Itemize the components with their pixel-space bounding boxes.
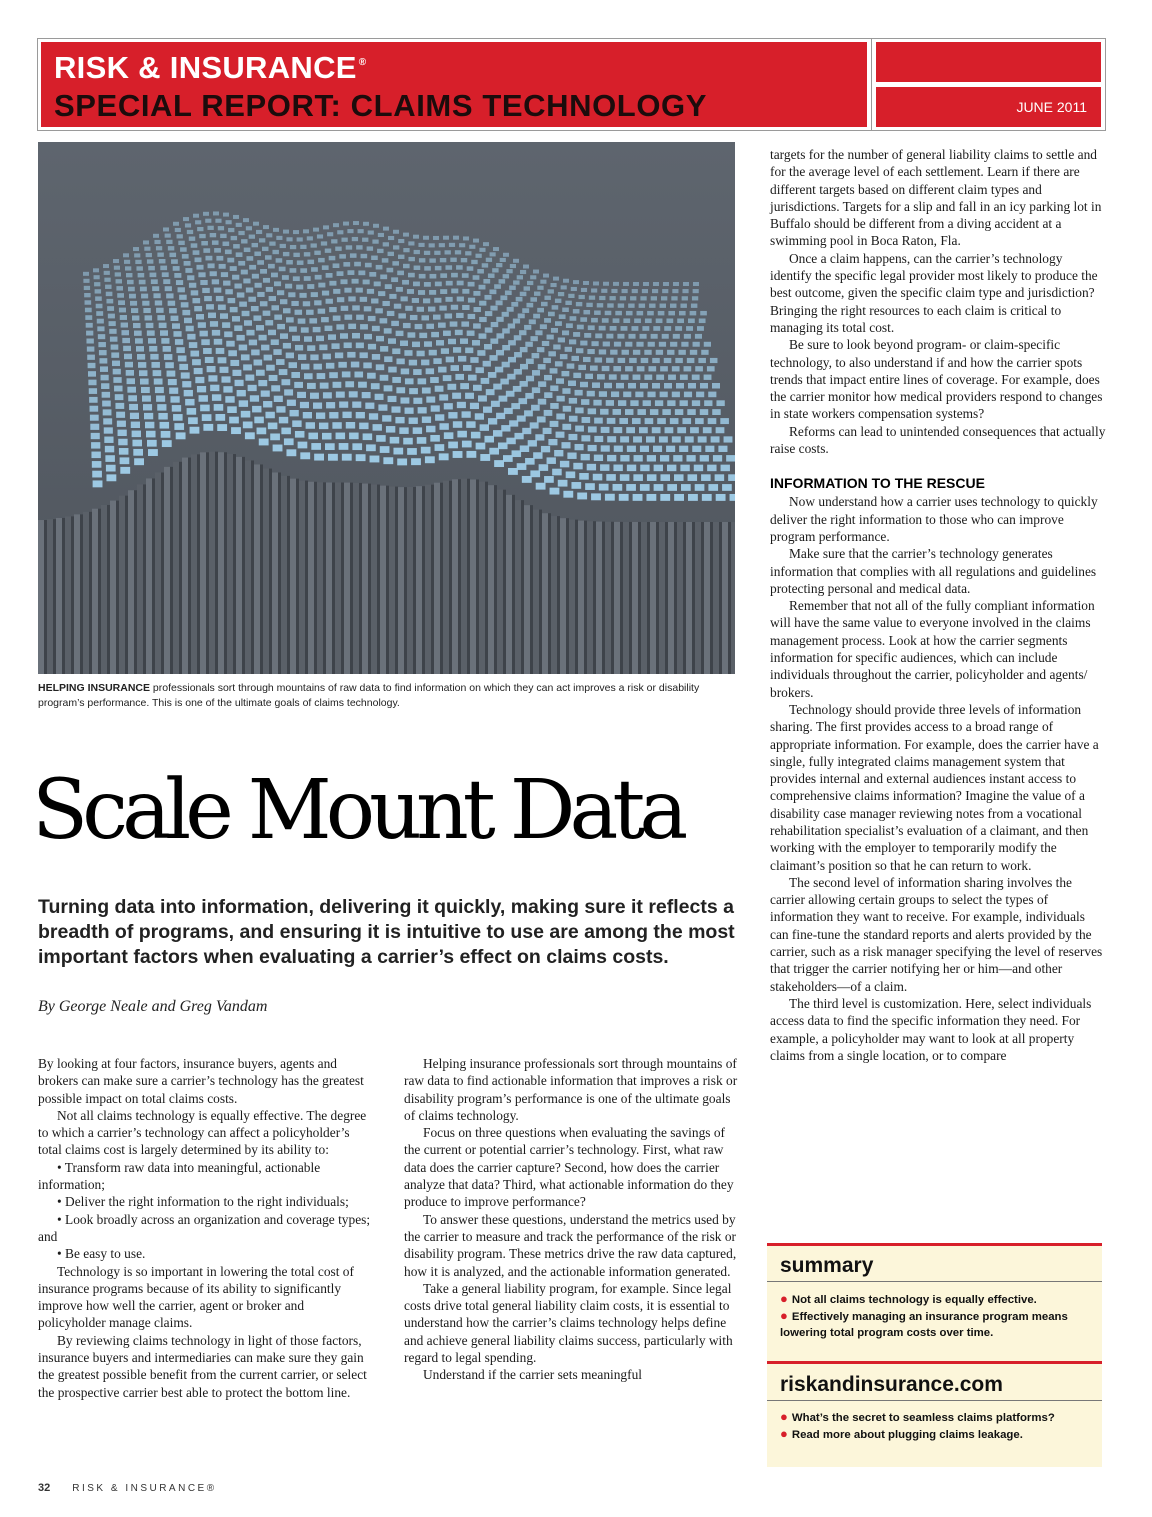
paragraph: Technology should provide three levels of information sharing. The first provides access to a broad range of appropriate information. For example, does the carrier have a single, fully integrated claims management system that provides internal and external audiences instant access to comprehensive claims information? Imagine the value of a disability case manager reviewing notes from a vocational rehabilitation specialist’s evaluation of a claimant, and then working with the employer to temporarily modify the claimant’s position so that he can return to work.	[770, 701, 1099, 873]
section-subhead: INFORMATION TO THE RESCUE	[770, 475, 985, 492]
body-column-3	[770, 146, 1106, 1064]
list-item: • Be easy to use.	[57, 1246, 146, 1262]
hero-illustration	[38, 142, 735, 674]
article-headline: Scale Mount Data	[32, 763, 683, 858]
paragraph: Understand if the carrier sets meaningful	[423, 1367, 643, 1383]
paragraph: Reforms can lead to unintended consequences that actually raise costs.	[770, 423, 1106, 457]
summary-list	[780, 1291, 1095, 1341]
brand-title: RISK & INSURANCE ®	[54, 50, 367, 85]
page-footer	[38, 1482, 217, 1494]
paragraph: targets for the number of general liability claims to settle and for the average level of each settlement. Learn if there are different targets based on different claim types and jurisdictions. Targets for a slip and fall in an icy parking lot in Buffalo should be different from a diving accident at a swimming pool in Boca Raton, Fla.	[770, 147, 1102, 249]
data-landscape-graphic	[38, 142, 735, 674]
website-link[interactable]: riskandinsurance.com	[780, 1373, 1003, 1396]
paragraph: The third level is customization. Here, select individuals access data to find the specific information they need. For example, a policyholder may want to look at all property claims from a single location, or to compare	[770, 995, 1092, 1063]
web-item[interactable]: ● What’s the secret to seamless claims platforms?	[780, 1409, 1055, 1424]
bullet-icon: ●	[780, 1426, 788, 1441]
page-number: 32	[38, 1482, 51, 1494]
masthead-side-block	[876, 42, 1101, 82]
paragraph: Be sure to look beyond program- or claim-specific technology, to also understand if and how the carrier spots trends that impact entire lines of coverage. For example, does the carrier monitor how medical providers respond to changes in state workers compensation systems?	[770, 337, 1103, 422]
body-column-1	[38, 1055, 375, 1401]
summary-heading: summary	[780, 1254, 874, 1277]
bullet-icon: ●	[780, 1291, 788, 1306]
paragraph: To answer these questions, understand the metrics used by the carrier to measure and track the performance of the risk or disability program. These metrics drive the raw data captured, how it is analyzed, and the actionable information generated.	[404, 1211, 737, 1279]
article-deck: Turning data into information, delivering it quickly, making sure it reflects a breadth of programs, and ensuring it is intuitive to use are among the most important factors when evaluating a carrier’s effect on claims costs.	[38, 896, 735, 968]
summary-item: ● Not all claims technology is equally effective.	[780, 1291, 1037, 1306]
sidebar-divider	[767, 1400, 1102, 1401]
sidebar-divider	[767, 1281, 1102, 1282]
issue-date: JUNE 2011	[1016, 99, 1087, 115]
sidebar-rule	[767, 1361, 1102, 1364]
masthead-date-block	[876, 87, 1101, 127]
paragraph: By looking at four factors, insurance buyers, agents and brokers can make sure a carrier’s technology has the greatest possible impact on total claims costs.	[38, 1056, 364, 1106]
paragraph: Make sure that the carrier’s technology generates information that complies with all regulations and guidelines protecting personal and medical data.	[770, 546, 1097, 596]
caption-lead: HELPING INSURANCE	[38, 682, 151, 694]
article-byline: By George Neale and Greg Vandam	[38, 998, 268, 1015]
masthead-divider	[871, 39, 872, 130]
paragraph: By reviewing claims technology in light of those factors, insurance buyers and intermediaries can make sure they gain the greatest possible benefit from the current carrier, or select the prospective carrier best able to protect the bottom line.	[38, 1332, 367, 1400]
summary-item: ● Effectively managing an insurance program means lowering total program costs over time.	[780, 1308, 1068, 1339]
body-column-2	[404, 1055, 742, 1384]
web-item[interactable]: ● Read more about plugging claims leakage.	[780, 1426, 1023, 1441]
paragraph: Technology is so important in lowering the total cost of insurance programs because of its ability to significantly improve how well the carrier, agent or broker and policyholder manage claims.	[38, 1263, 354, 1331]
paragraph: Focus on three questions when evaluating the savings of the current or potential carrier’s technology. First, what raw data does the carrier capture? Second, how does the carrier analyze that data? Third, what actionable information do they produce to improve performance?	[404, 1125, 734, 1210]
masthead-banner	[41, 42, 867, 127]
list-item: • Look broadly across an organization and coverage types; and	[38, 1211, 371, 1244]
paragraph: Now understand how a carrier uses technology to quickly deliver the right information to those who can improve program performance.	[770, 494, 1098, 544]
caption-text: professionals sort through mountains of raw data to find information on which they can act improves a risk or disability program’s performance. This is one of the ultimate goals of claims technology.	[38, 682, 700, 709]
registered-mark: ®	[358, 57, 367, 68]
paragraph: Helping insurance professionals sort through mountains of raw data to find actionable information that improves a risk or disability program’s performance is one of the ultimate goals of claims technology.	[404, 1056, 738, 1123]
list-item: • Transform raw data into meaningful, actionable information;	[38, 1159, 321, 1193]
paragraph: The second level of information sharing involves the carrier allowing certain groups to select the types of information they want to receive. For example, individuals can fine-tune the standard reports and alerts provided by the carrier, such as a risk manager specifying the level of reserves that trigger the carrier notifying her or him—and other stakeholders—of a claim.	[770, 874, 1103, 994]
paragraph: Not all claims technology is equally effective. The degree to which a carrier’s technology can affect a policyholder’s total claims cost is largely determined by its ability to:	[38, 1107, 367, 1158]
web-list	[780, 1409, 1095, 1443]
sidebar-rule	[767, 1243, 1102, 1246]
footer-publication: RISK & INSURANCE®	[72, 1483, 217, 1494]
paragraph: Once a claim happens, can the carrier’s technology identify the specific legal provider most likely to produce the best outcome, given the specific claim type and jurisdiction? Bringing the right resources to each claim is critical to managing its total cost.	[770, 250, 1098, 335]
summary-sidebar	[767, 1243, 1102, 1467]
paragraph: Remember that not all of the fully compliant information will have the same value to everyone involved in the claims management process. Look at how the carrier segments information for specific audiences, which can include individuals throughout the carrier, policyholder and agents/ brokers.	[770, 598, 1095, 700]
bullet-icon: ●	[780, 1308, 788, 1323]
masthead	[37, 38, 1106, 131]
photo-caption	[38, 681, 738, 711]
section-title: SPECIAL REPORT: CLAIMS TECHNOLOGY	[54, 88, 708, 123]
list-item: • Deliver the right information to the right individuals;	[57, 1194, 349, 1210]
bullet-icon: ●	[780, 1409, 788, 1424]
paragraph: Take a general liability program, for example. Since legal costs drive total general liability claim costs, it is essential to understand how the carrier’s claims technology helps define and achieve general liability claims success, particularly with regard to legal spending.	[404, 1280, 733, 1366]
